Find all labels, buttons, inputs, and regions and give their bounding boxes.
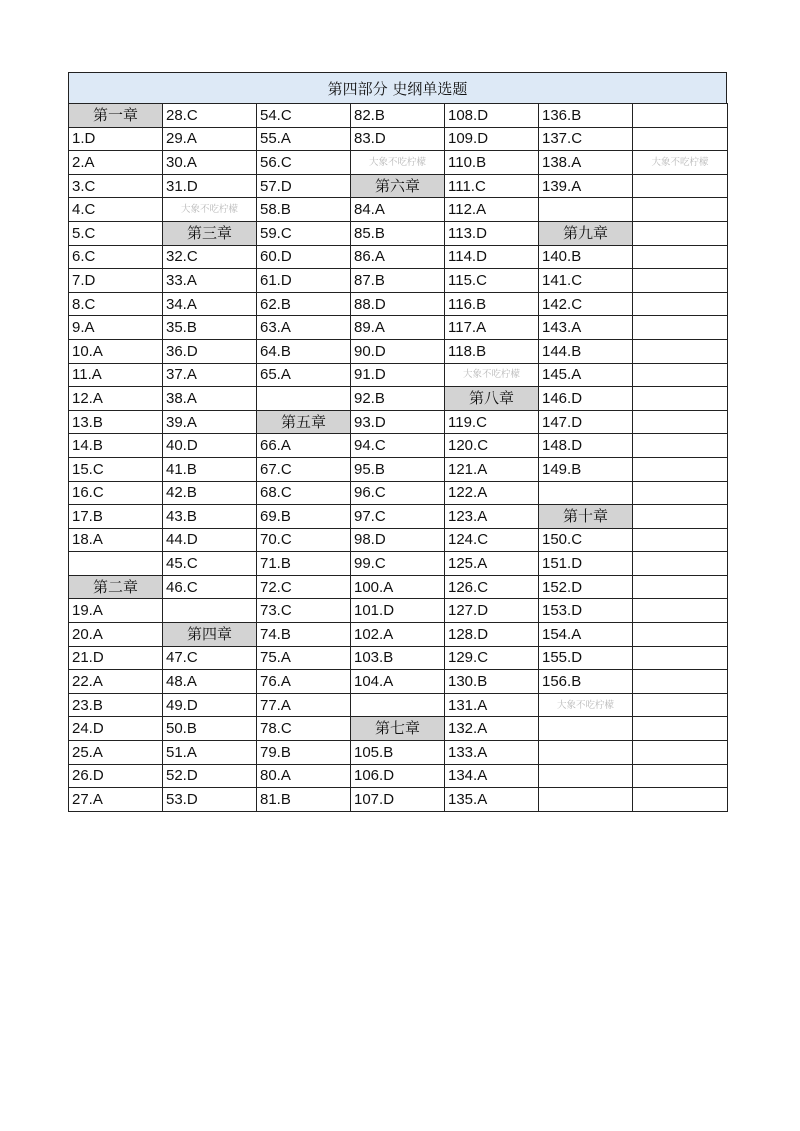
chapter-header: 第五章 (257, 410, 351, 434)
table-row (69, 198, 728, 222)
table-row (69, 764, 728, 788)
table-row (69, 174, 728, 198)
answer-cell: 74.B (257, 623, 351, 647)
table-row (69, 528, 728, 552)
answer-cell: 88.D (351, 292, 445, 316)
answer-cell: 2.A (69, 151, 163, 175)
table-row (69, 646, 728, 670)
answer-cell: 11.A (69, 363, 163, 387)
empty-cell (633, 127, 728, 151)
answer-cell: 48.A (163, 670, 257, 694)
answer-cell: 144.B (539, 339, 633, 363)
answer-cell: 37.A (163, 363, 257, 387)
answer-cell: 26.D (69, 764, 163, 788)
empty-cell (633, 410, 728, 434)
answer-cell: 148.D (539, 434, 633, 458)
answer-cell: 96.C (351, 481, 445, 505)
empty-cell (633, 198, 728, 222)
answer-cell: 5.C (69, 221, 163, 245)
answer-cell: 117.A (445, 316, 539, 340)
answer-cell: 6.C (69, 245, 163, 269)
watermark: 大象不吃柠檬 (445, 363, 539, 387)
table-row (69, 434, 728, 458)
answer-cell: 22.A (69, 670, 163, 694)
empty-cell (633, 528, 728, 552)
answer-cell: 55.A (257, 127, 351, 151)
table-row (69, 104, 728, 128)
answer-cell: 115.C (445, 269, 539, 293)
answer-cell: 58.B (257, 198, 351, 222)
answer-cell: 119.C (445, 410, 539, 434)
answer-cell: 60.D (257, 245, 351, 269)
answer-cell: 130.B (445, 670, 539, 694)
answer-cell: 64.B (257, 339, 351, 363)
answer-cell: 56.C (257, 151, 351, 175)
answer-cell: 82.B (351, 104, 445, 128)
answer-cell: 53.D (163, 788, 257, 812)
empty-cell (633, 292, 728, 316)
answer-cell: 8.C (69, 292, 163, 316)
answer-cell: 122.A (445, 481, 539, 505)
answer-cell: 134.A (445, 764, 539, 788)
empty-cell (539, 788, 633, 812)
answer-cell: 32.C (163, 245, 257, 269)
answer-cell: 79.B (257, 741, 351, 765)
answer-cell: 104.A (351, 670, 445, 694)
empty-cell (633, 174, 728, 198)
answer-cell: 57.D (257, 174, 351, 198)
table-row (69, 127, 728, 151)
answer-cell: 17.B (69, 505, 163, 529)
table-row (69, 316, 728, 340)
answer-cell: 63.A (257, 316, 351, 340)
answer-cell: 51.A (163, 741, 257, 765)
answer-cell: 150.C (539, 528, 633, 552)
answer-cell: 107.D (351, 788, 445, 812)
answer-cell: 92.B (351, 387, 445, 411)
answer-cell: 15.C (69, 457, 163, 481)
answer-sheet (68, 72, 727, 812)
answer-cell: 103.B (351, 646, 445, 670)
empty-cell (69, 552, 163, 576)
empty-cell (539, 741, 633, 765)
answer-cell: 110.B (445, 151, 539, 175)
answer-cell: 62.B (257, 292, 351, 316)
empty-cell (539, 764, 633, 788)
answer-table-body (69, 104, 728, 812)
answer-cell: 59.C (257, 221, 351, 245)
answer-cell: 124.C (445, 528, 539, 552)
table-row (69, 457, 728, 481)
empty-cell (633, 717, 728, 741)
answer-cell: 3.C (69, 174, 163, 198)
answer-cell: 27.A (69, 788, 163, 812)
answer-cell: 4.C (69, 198, 163, 222)
answer-cell: 14.B (69, 434, 163, 458)
answer-cell: 68.C (257, 481, 351, 505)
empty-cell (633, 457, 728, 481)
chapter-header: 第二章 (69, 575, 163, 599)
answer-cell: 19.A (69, 599, 163, 623)
answer-cell: 109.D (445, 127, 539, 151)
answer-cell: 71.B (257, 552, 351, 576)
table-row (69, 552, 728, 576)
answer-cell: 76.A (257, 670, 351, 694)
answer-cell: 120.C (445, 434, 539, 458)
answer-cell: 84.A (351, 198, 445, 222)
answer-cell: 25.A (69, 741, 163, 765)
table-row (69, 339, 728, 363)
table-row (69, 387, 728, 411)
answer-cell: 67.C (257, 457, 351, 481)
answer-cell: 86.A (351, 245, 445, 269)
table-row (69, 599, 728, 623)
empty-cell (633, 104, 728, 128)
answer-cell: 49.D (163, 693, 257, 717)
table-row (69, 481, 728, 505)
chapter-header: 第七章 (351, 717, 445, 741)
table-row (69, 623, 728, 647)
table-row (69, 269, 728, 293)
answer-cell: 132.A (445, 717, 539, 741)
answer-cell: 47.C (163, 646, 257, 670)
answer-cell: 43.B (163, 505, 257, 529)
answer-cell: 94.C (351, 434, 445, 458)
table-row (69, 292, 728, 316)
answer-cell: 95.B (351, 457, 445, 481)
answer-cell: 121.A (445, 457, 539, 481)
answer-cell: 45.C (163, 552, 257, 576)
answer-cell: 143.A (539, 316, 633, 340)
empty-cell (633, 245, 728, 269)
empty-cell (539, 198, 633, 222)
table-row (69, 575, 728, 599)
empty-cell (633, 552, 728, 576)
table-row (69, 717, 728, 741)
empty-cell (257, 387, 351, 411)
empty-cell (633, 693, 728, 717)
answer-cell: 100.A (351, 575, 445, 599)
chapter-header: 第四章 (163, 623, 257, 647)
answer-cell: 81.B (257, 788, 351, 812)
answer-cell: 12.A (69, 387, 163, 411)
answer-cell: 101.D (351, 599, 445, 623)
chapter-header: 第十章 (539, 505, 633, 529)
answer-cell: 128.D (445, 623, 539, 647)
answer-cell: 10.A (69, 339, 163, 363)
answer-cell: 75.A (257, 646, 351, 670)
answer-cell: 28.C (163, 104, 257, 128)
answer-cell: 9.A (69, 316, 163, 340)
answer-cell: 69.B (257, 505, 351, 529)
watermark: 大象不吃柠檬 (351, 151, 445, 175)
empty-cell (539, 717, 633, 741)
answer-cell: 70.C (257, 528, 351, 552)
answer-cell: 152.D (539, 575, 633, 599)
empty-cell (539, 481, 633, 505)
answer-cell: 112.A (445, 198, 539, 222)
answer-cell: 39.A (163, 410, 257, 434)
empty-cell (633, 434, 728, 458)
empty-cell (633, 670, 728, 694)
watermark: 大象不吃柠檬 (163, 198, 257, 222)
answer-table (68, 103, 728, 812)
answer-cell: 42.B (163, 481, 257, 505)
empty-cell (633, 764, 728, 788)
answer-cell: 155.D (539, 646, 633, 670)
answer-cell: 23.B (69, 693, 163, 717)
answer-cell: 18.A (69, 528, 163, 552)
answer-cell: 131.A (445, 693, 539, 717)
empty-cell (351, 693, 445, 717)
empty-cell (633, 269, 728, 293)
answer-cell: 46.C (163, 575, 257, 599)
table-row (69, 221, 728, 245)
empty-cell (633, 741, 728, 765)
table-row (69, 410, 728, 434)
answer-cell: 123.A (445, 505, 539, 529)
answer-cell: 40.D (163, 434, 257, 458)
answer-cell: 127.D (445, 599, 539, 623)
empty-cell (633, 505, 728, 529)
answer-cell: 21.D (69, 646, 163, 670)
answer-cell: 78.C (257, 717, 351, 741)
answer-cell: 133.A (445, 741, 539, 765)
answer-cell: 139.A (539, 174, 633, 198)
answer-cell: 105.B (351, 741, 445, 765)
answer-cell: 34.A (163, 292, 257, 316)
table-row (69, 693, 728, 717)
chapter-header: 第九章 (539, 221, 633, 245)
answer-cell: 20.A (69, 623, 163, 647)
answer-cell: 65.A (257, 363, 351, 387)
answer-cell: 142.C (539, 292, 633, 316)
sheet-title: 第四部分 史纲单选题 (68, 72, 727, 103)
answer-cell: 147.D (539, 410, 633, 434)
empty-cell (633, 623, 728, 647)
table-row (69, 788, 728, 812)
answer-cell: 126.C (445, 575, 539, 599)
answer-cell: 91.D (351, 363, 445, 387)
watermark: 大象不吃柠檬 (633, 151, 728, 175)
answer-cell: 33.A (163, 269, 257, 293)
answer-cell: 98.D (351, 528, 445, 552)
answer-cell: 154.A (539, 623, 633, 647)
empty-cell (633, 575, 728, 599)
answer-cell: 116.B (445, 292, 539, 316)
answer-cell: 138.A (539, 151, 633, 175)
answer-cell: 66.A (257, 434, 351, 458)
answer-cell: 93.D (351, 410, 445, 434)
answer-cell: 80.A (257, 764, 351, 788)
empty-cell (633, 788, 728, 812)
answer-cell: 44.D (163, 528, 257, 552)
table-row (69, 741, 728, 765)
answer-cell: 52.D (163, 764, 257, 788)
answer-cell: 38.A (163, 387, 257, 411)
answer-cell: 30.A (163, 151, 257, 175)
empty-cell (633, 387, 728, 411)
answer-cell: 111.C (445, 174, 539, 198)
answer-cell: 108.D (445, 104, 539, 128)
answer-cell: 73.C (257, 599, 351, 623)
empty-cell (163, 599, 257, 623)
answer-cell: 129.C (445, 646, 539, 670)
chapter-header: 第八章 (445, 387, 539, 411)
answer-cell: 113.D (445, 221, 539, 245)
answer-cell: 146.D (539, 387, 633, 411)
answer-cell: 102.A (351, 623, 445, 647)
answer-cell: 114.D (445, 245, 539, 269)
table-row (69, 363, 728, 387)
table-row (69, 151, 728, 175)
answer-cell: 13.B (69, 410, 163, 434)
empty-cell (633, 316, 728, 340)
answer-cell: 7.D (69, 269, 163, 293)
answer-cell: 24.D (69, 717, 163, 741)
empty-cell (633, 481, 728, 505)
empty-cell (633, 221, 728, 245)
answer-cell: 151.D (539, 552, 633, 576)
watermark: 大象不吃柠檬 (539, 693, 633, 717)
table-row (69, 505, 728, 529)
chapter-header: 第一章 (69, 104, 163, 128)
answer-cell: 149.B (539, 457, 633, 481)
answer-cell: 97.C (351, 505, 445, 529)
answer-cell: 137.C (539, 127, 633, 151)
answer-cell: 85.B (351, 221, 445, 245)
answer-cell: 29.A (163, 127, 257, 151)
answer-cell: 83.D (351, 127, 445, 151)
answer-cell: 156.B (539, 670, 633, 694)
answer-cell: 50.B (163, 717, 257, 741)
empty-cell (633, 363, 728, 387)
answer-cell: 140.B (539, 245, 633, 269)
empty-cell (633, 599, 728, 623)
answer-cell: 54.C (257, 104, 351, 128)
answer-cell: 36.D (163, 339, 257, 363)
answer-cell: 72.C (257, 575, 351, 599)
answer-cell: 118.B (445, 339, 539, 363)
answer-cell: 145.A (539, 363, 633, 387)
chapter-header: 第六章 (351, 174, 445, 198)
answer-cell: 41.B (163, 457, 257, 481)
answer-cell: 136.B (539, 104, 633, 128)
answer-cell: 141.C (539, 269, 633, 293)
answer-cell: 135.A (445, 788, 539, 812)
answer-cell: 89.A (351, 316, 445, 340)
empty-cell (633, 646, 728, 670)
answer-cell: 77.A (257, 693, 351, 717)
answer-cell: 125.A (445, 552, 539, 576)
answer-cell: 35.B (163, 316, 257, 340)
answer-cell: 1.D (69, 127, 163, 151)
answer-cell: 87.B (351, 269, 445, 293)
empty-cell (633, 339, 728, 363)
chapter-header: 第三章 (163, 221, 257, 245)
table-row (69, 670, 728, 694)
answer-cell: 16.C (69, 481, 163, 505)
answer-cell: 31.D (163, 174, 257, 198)
answer-cell: 61.D (257, 269, 351, 293)
answer-cell: 106.D (351, 764, 445, 788)
answer-cell: 90.D (351, 339, 445, 363)
answer-cell: 99.C (351, 552, 445, 576)
answer-cell: 153.D (539, 599, 633, 623)
table-row (69, 245, 728, 269)
